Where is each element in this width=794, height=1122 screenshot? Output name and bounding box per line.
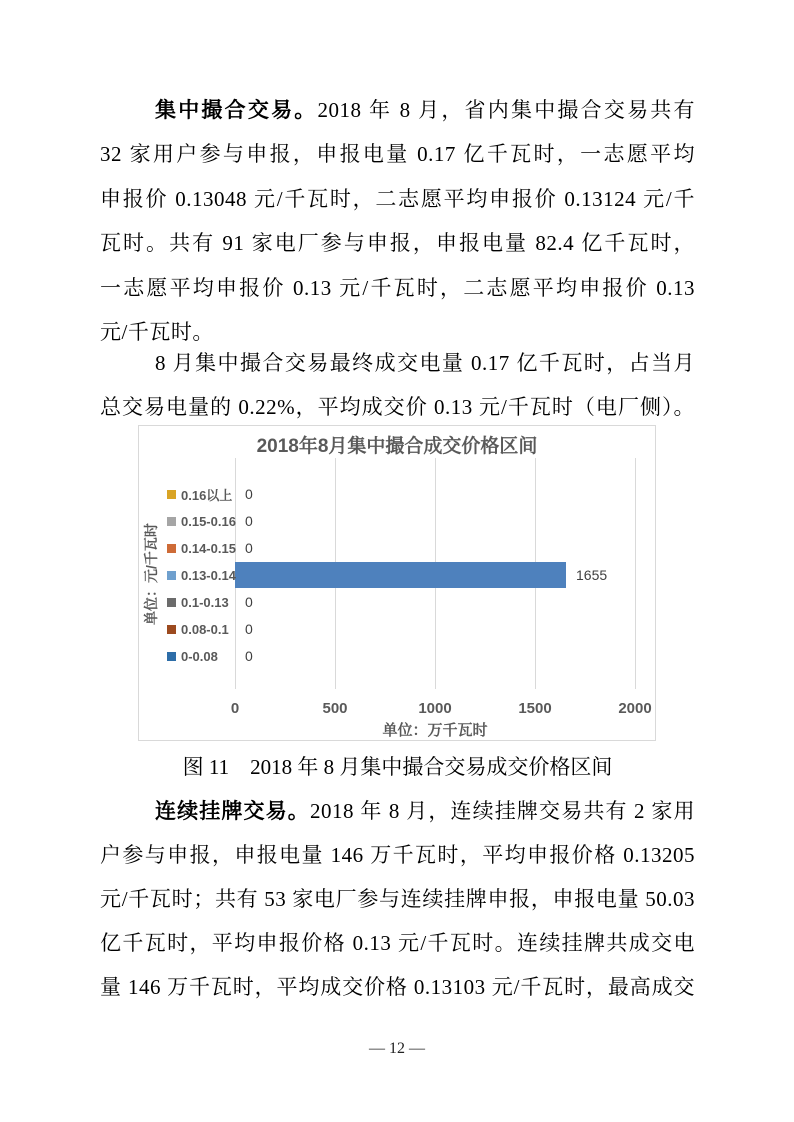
y-axis-title: 单位：元/千瓦时 <box>143 523 159 625</box>
category-row <box>167 539 236 557</box>
data-label: 0 <box>245 486 253 502</box>
paragraph-line <box>100 95 695 125</box>
category-swatch <box>167 544 176 553</box>
category-swatch <box>167 598 176 607</box>
paragraph-text: 2018 年 8 月，连续挂牌交易共有 2 家用 <box>309 799 696 823</box>
paragraph-line: 量 146 万千瓦时，平均成交价格 0.13103 元/千瓦时，最高成交 <box>100 975 695 999</box>
category-row <box>167 512 236 530</box>
bar <box>235 562 566 588</box>
plot-area <box>235 458 635 689</box>
data-label: 0 <box>245 513 253 529</box>
paragraph-line: 8 月集中撮合交易最终成交电量 0.17 亿千瓦时，占当月 <box>155 351 695 375</box>
gridline <box>635 458 636 689</box>
category-label: 0-0.08 <box>181 648 218 664</box>
data-label: 0 <box>245 621 253 637</box>
price-range-chart <box>138 425 656 741</box>
paragraph-line: 亿千瓦时，平均申报价格 0.13 元/千瓦时。连续挂牌共成交电 <box>100 931 695 955</box>
x-tick-label: 1500 <box>518 700 552 717</box>
category-label: 0.08-0.1 <box>181 621 229 637</box>
paragraph-line: 总交易电量的 0.22%，平均成交价 0.13 元/千瓦时（电厂侧）。 <box>100 395 695 419</box>
category-row <box>167 485 232 503</box>
category-label: 0.13-0.14 <box>181 567 236 583</box>
paragraph-line: 户参与申报，申报电量 146 万千瓦时，平均申报价格 0.13205 <box>100 843 695 867</box>
category-swatch <box>167 652 176 661</box>
category-swatch <box>167 490 176 499</box>
paragraph-line: 申报价 0.13048 元/千瓦时，二志愿平均申报价 0.13124 元/千 <box>100 187 695 211</box>
category-label: 0.14-0.15 <box>181 540 236 556</box>
data-label: 0 <box>245 594 253 610</box>
category-row <box>167 647 218 665</box>
data-label: 0 <box>245 648 253 664</box>
paragraph-line: 瓦时。共有 91 家电厂参与申报，申报电量 82.4 亿千瓦时， <box>100 231 695 255</box>
figure-caption: 图 11 2018 年 8 月集中撮合交易成交价格区间 <box>182 755 613 779</box>
data-label: 0 <box>245 540 253 556</box>
paragraph-line: 元/千瓦时；共有 53 家电厂参与连续挂牌申报，申报电量 50.03 <box>100 887 695 911</box>
chart-title: 2018年8月集中撮合成交价格区间 <box>256 436 538 457</box>
category-label: 0.16以上 <box>181 487 233 503</box>
category-row <box>167 620 229 638</box>
category-row <box>167 593 229 611</box>
x-tick-label: 1000 <box>418 700 452 717</box>
category-label: 0.1-0.13 <box>181 594 229 610</box>
data-label: 1655 <box>576 567 608 583</box>
category-row <box>167 566 236 584</box>
category-swatch <box>167 517 176 526</box>
category-swatch <box>167 625 176 634</box>
x-tick-label: 2000 <box>618 700 652 717</box>
paragraph-line <box>100 796 695 826</box>
x-tick-label: 0 <box>230 700 240 717</box>
category-label: 0.15-0.16 <box>181 513 236 529</box>
category-swatch <box>167 571 176 580</box>
paragraph-lead: 连续挂牌交易。 <box>155 799 310 823</box>
paragraph-line: 32 家用户参与申报，申报电量 0.17 亿千瓦时，一志愿平均 <box>100 142 695 166</box>
paragraph-line: 一志愿平均申报价 0.13 元/千瓦时，二志愿平均申报价 0.13 <box>100 276 695 300</box>
paragraph-text: 2018 年 8 月，省内集中撮合交易共有 <box>317 98 696 122</box>
page-number: — 12 — <box>369 1040 425 1057</box>
x-tick-label: 500 <box>322 700 348 717</box>
paragraph-lead: 集中撮合交易。 <box>155 98 318 122</box>
x-axis-title: 单位：万千瓦时 <box>382 722 488 739</box>
paragraph-line: 元/千瓦时。 <box>100 320 214 344</box>
